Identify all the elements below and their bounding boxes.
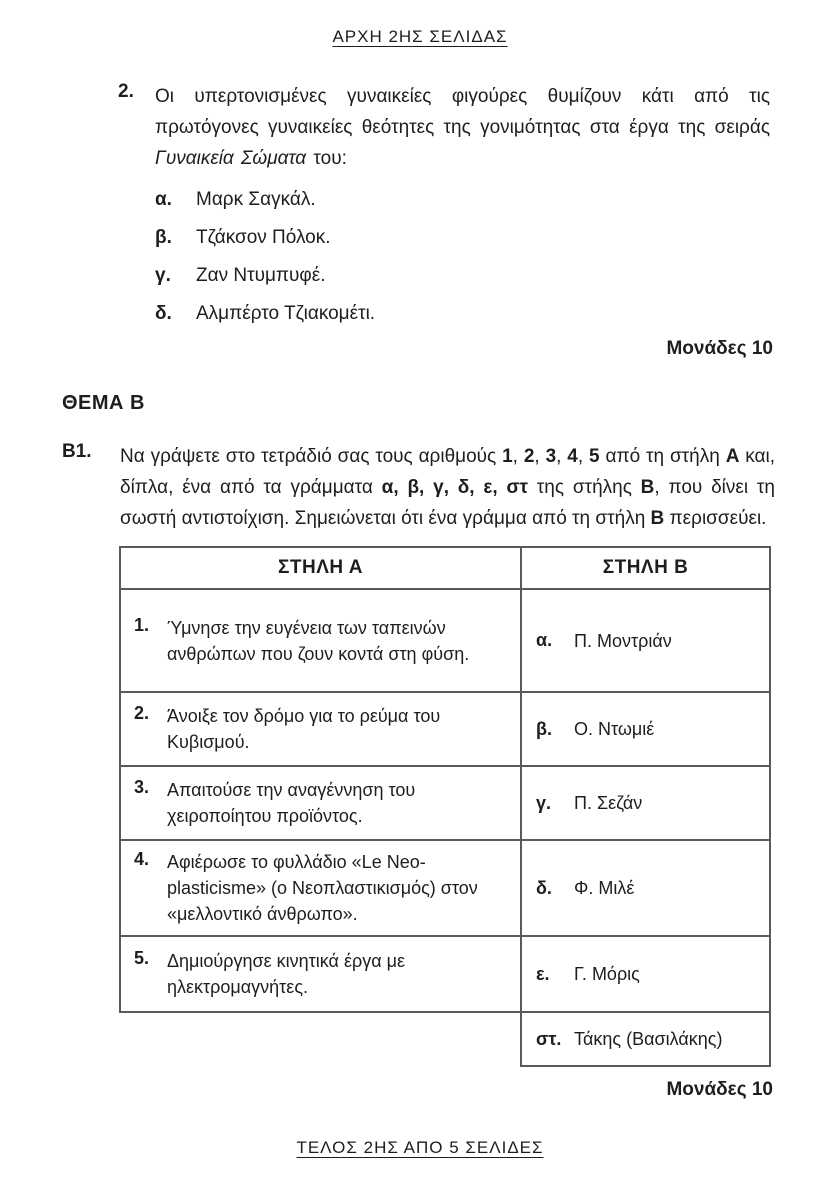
column-a-header: ΣΤΗΛΗ Α	[120, 547, 521, 589]
option-d-letter: δ.	[155, 303, 172, 324]
option-a-text: Μαρκ Σαγκάλ.	[196, 189, 316, 210]
question-2-number: 2.	[118, 81, 134, 102]
option-g-text: Ζαν Ντυμπυφέ.	[196, 265, 326, 286]
match-letter: στ.	[536, 1028, 562, 1049]
match-name: Π. Σεζάν	[574, 793, 643, 813]
match-letter: δ.	[536, 877, 552, 898]
option-d	[155, 302, 840, 326]
match-name: Φ. Μιλέ	[574, 878, 635, 898]
table-row	[120, 766, 770, 840]
table-row	[120, 1012, 770, 1066]
question-b1-label: Β1.	[62, 441, 92, 462]
row-number: 1.	[134, 614, 150, 635]
question-2-points: Μονάδες 10	[666, 338, 773, 359]
question-2	[118, 81, 772, 174]
option-a	[155, 188, 840, 212]
row-statement: Ύμνησε την ευγένεια των ταπεινών ανθρώπων που ζουν κοντά στη φύση.	[167, 617, 470, 664]
option-g	[155, 264, 840, 288]
page-footer	[0, 1138, 840, 1158]
option-g-letter: γ.	[155, 265, 171, 286]
row-statement: Αφιέρωσε το φυλλάδιο «Le Neo-plasticisme» (ο Νεοπλαστικισμός) στον «μελλοντικό άνθρωπο».	[167, 852, 478, 924]
row-number: 3.	[134, 777, 150, 797]
option-d-text: Αλμπέρτο Τζιακομέτι.	[196, 303, 376, 324]
row-number: 2.	[134, 703, 150, 723]
row-statement: Άνοιξε τον δρόμο για το ρεύμα του Κυβισμού.	[167, 706, 441, 752]
option-b-letter: β.	[155, 227, 172, 248]
column-b-header: ΣΤΗΛΗ Β	[521, 547, 770, 589]
page-header-text: ΑΡΧΗ 2ΗΣ ΣΕΛΙΔΑΣ	[332, 27, 508, 46]
question-b1-points: Μονάδες 10	[666, 1079, 773, 1100]
table-row	[120, 936, 770, 1012]
match-letter: γ.	[536, 792, 552, 813]
table-row	[120, 589, 770, 692]
table-row	[120, 692, 770, 766]
match-name: Γ. Μόρις	[574, 964, 640, 984]
match-letter: β.	[536, 718, 552, 739]
question-2-options	[155, 188, 840, 326]
row-statement: Απαιτούσε την αναγέννηση του χειροποίητου προϊόντος.	[167, 780, 416, 826]
matching-table	[119, 546, 771, 1067]
match-name: Ο. Ντωμιέ	[574, 719, 655, 739]
row-number: 5.	[134, 948, 150, 968]
theme-b-heading: ΘΕΜΑ Β	[62, 392, 145, 414]
question-b1	[62, 441, 778, 534]
match-letter: α.	[536, 630, 553, 650]
option-b	[155, 226, 840, 250]
option-b-text: Τζάκσον Πόλοκ.	[196, 227, 331, 248]
question-2-text: Οι υπερτονισμένες γυναικείες φιγούρες θυμίζουν κάτι από τις πρωτόγονες γυναικείες θεότητες της γονιμότητας στα έργα της σειράς Γυναικεία Σώματα του:	[155, 86, 770, 169]
row-statement: Δημιούργησε κινητικά έργα με ηλεκτρομαγνήτες.	[167, 951, 406, 997]
match-name: Π. Μοντριάν	[574, 630, 672, 651]
row-number: 4.	[134, 849, 150, 869]
match-name: Τάκης (Βασιλάκης)	[574, 1029, 723, 1049]
question-b1-text: Να γράψετε στο τετράδιό σας τους αριθμούς 1, 2, 3, 4, 5 από τη στήλη Α και, δίπλα, ένα από τα γράμματα α, β, γ, δ, ε, στ της στήλης Β, που δίνει τη σωστή αντιστοίχιση. Σημειώνεται ότι ένα γράμμα από τη στήλη Β περισσεύει.	[120, 446, 776, 529]
match-letter: ε.	[536, 963, 550, 984]
table-row	[120, 840, 770, 936]
table-header-row	[120, 547, 770, 589]
page-header	[0, 0, 840, 47]
option-a-letter: α.	[155, 189, 172, 210]
page-footer-text: ΤΕΛΟΣ 2ΗΣ ΑΠΟ 5 ΣΕΛΙΔΕΣ	[296, 1138, 544, 1157]
